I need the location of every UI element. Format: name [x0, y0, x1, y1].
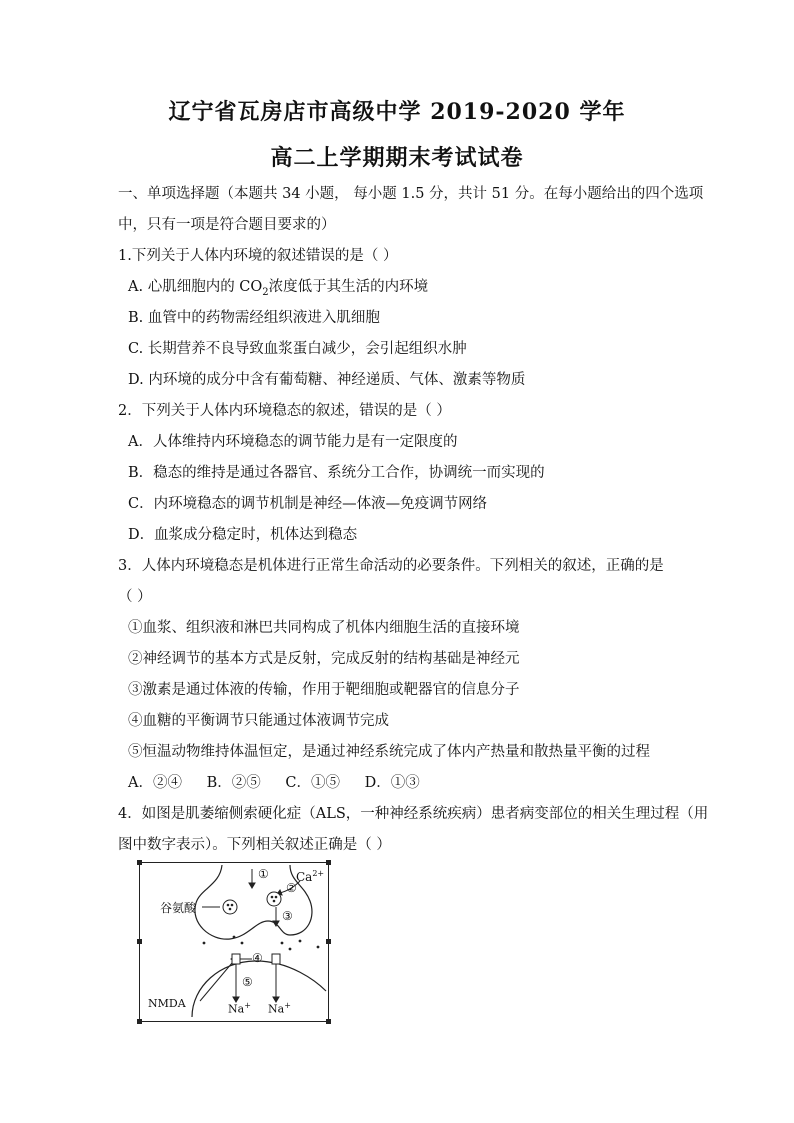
- figure-label-nmda: NMDA: [148, 997, 186, 1010]
- receptor-channel: [272, 954, 280, 964]
- question-1-stem: 1.下列关于人体内环境的叙述错误的是（ ）: [118, 248, 398, 264]
- ca-label-charge: 2+: [312, 869, 325, 878]
- question-3-option-d: D．①③: [364, 775, 420, 791]
- question-3-statement-3: ③激素是通过体液的传输，作用于靶细胞或靶器官的信息分子: [128, 682, 520, 698]
- question-1-option-d: D. 内环境的成分中含有葡萄糖、神经递质、气体、激素等物质: [128, 372, 526, 388]
- question-2-option-a: A．人体维持内环境稳态的调节能力是有一定限度的: [128, 434, 458, 450]
- synapse-diagram: [139, 862, 329, 1022]
- na-label-charge: +: [244, 1001, 251, 1010]
- question-4-stem-line1: 4．如图是肌萎缩侧索硬化症（ALS，一种神经系统疾病）患者病变部位的相关生理过程（用: [118, 806, 709, 822]
- figure-label-step-1: ①: [258, 867, 269, 881]
- question-3-statement-4: ④血糖的平衡调节只能通过体液调节完成: [128, 713, 389, 729]
- question-3-stem-line1: 3．人体内环境稳态是机体进行正常生命活动的必要条件。下列相关的叙述，正确的是: [118, 558, 664, 574]
- section-instructions-line2: 中，只有一项是符合题目要求的）: [118, 217, 336, 233]
- na-label-text: Na: [268, 1002, 285, 1016]
- co2-subscript: 2: [262, 286, 269, 298]
- presynaptic-membrane: [195, 865, 312, 939]
- question-1-option-a: [128, 275, 428, 298]
- figure-label-ca: [296, 869, 324, 884]
- question-3-option-b: B．②⑤: [206, 775, 261, 791]
- question-1-option-b: B. 血管中的药物需经组织液进入肌细胞: [128, 310, 380, 326]
- figure-label-na-1: [228, 1001, 251, 1016]
- question-3-options: [128, 771, 440, 792]
- question-4-stem-line2: 图中数字表示）。下列相关叙述正确是（ ）: [118, 837, 391, 853]
- option-a-text-pre: A. 心肌细胞内的 CO: [128, 279, 263, 295]
- question-3-statement-5: ⑤恒温动物维持体温恒定，是通过神经系统完成了体内产热量和散热量平衡的过程: [128, 744, 650, 760]
- question-2-stem: 2．下列关于人体内环境稳态的叙述，错误的是（ ）: [118, 403, 451, 419]
- section-instructions-line1: 一、单项选择题（本题共 34 小题， 每小题 1.5 分，共计 51 分。在每小题给出的四个选项: [118, 186, 704, 202]
- figure-label-na-2: [268, 1001, 291, 1016]
- na-label-charge: +: [284, 1001, 291, 1010]
- question-2-option-b: B．稳态的维持是通过各器官、系统分工合作，协调统一而实现的: [128, 465, 545, 481]
- page-title-line1: 辽宁省瓦房店市高级中学 2019-2020 学年: [168, 99, 626, 125]
- question-1-option-c: C. 长期营养不良导致血浆蛋白减少，会引起组织水肿: [128, 341, 467, 357]
- ca-label-text: Ca: [296, 870, 313, 884]
- figure-label-glutamate: 谷氨酸: [160, 901, 197, 915]
- option-a-text-post: 浓度低于其生活的内环境: [268, 279, 429, 295]
- figure-label-step-3: ③: [282, 909, 293, 923]
- question-3-option-a: A．②④: [128, 775, 182, 791]
- nmda-pointer: [200, 963, 232, 1001]
- figure-label-step-5: ⑤: [242, 975, 253, 989]
- figure-label-step-2: ②: [286, 881, 297, 895]
- question-2-option-c: C．内环境稳态的调节机制是神经—体液—免疫调节网络: [128, 496, 488, 512]
- question-3-stem-line2: （ ）: [118, 589, 152, 605]
- page-title-line2: 高二上学期期末考试试卷: [270, 145, 524, 171]
- question-3-option-c: C．①⑤: [285, 775, 340, 791]
- postsynaptic-membrane: [192, 961, 326, 1017]
- figure-label-step-4: ④: [252, 951, 263, 965]
- question-2-option-d: D．血浆成分稳定时，机体达到稳态: [128, 527, 358, 543]
- question-3-statement-2: ②神经调节的基本方式是反射，完成反射的结构基础是神经元: [128, 651, 520, 667]
- na-label-text: Na: [228, 1002, 245, 1016]
- vesicle: [267, 892, 281, 906]
- vesicle: [223, 900, 237, 914]
- question-3-statement-1: ①血浆、组织液和淋巴共同构成了机体内细胞生活的直接环境: [128, 620, 520, 636]
- receptor-channel: [232, 954, 240, 964]
